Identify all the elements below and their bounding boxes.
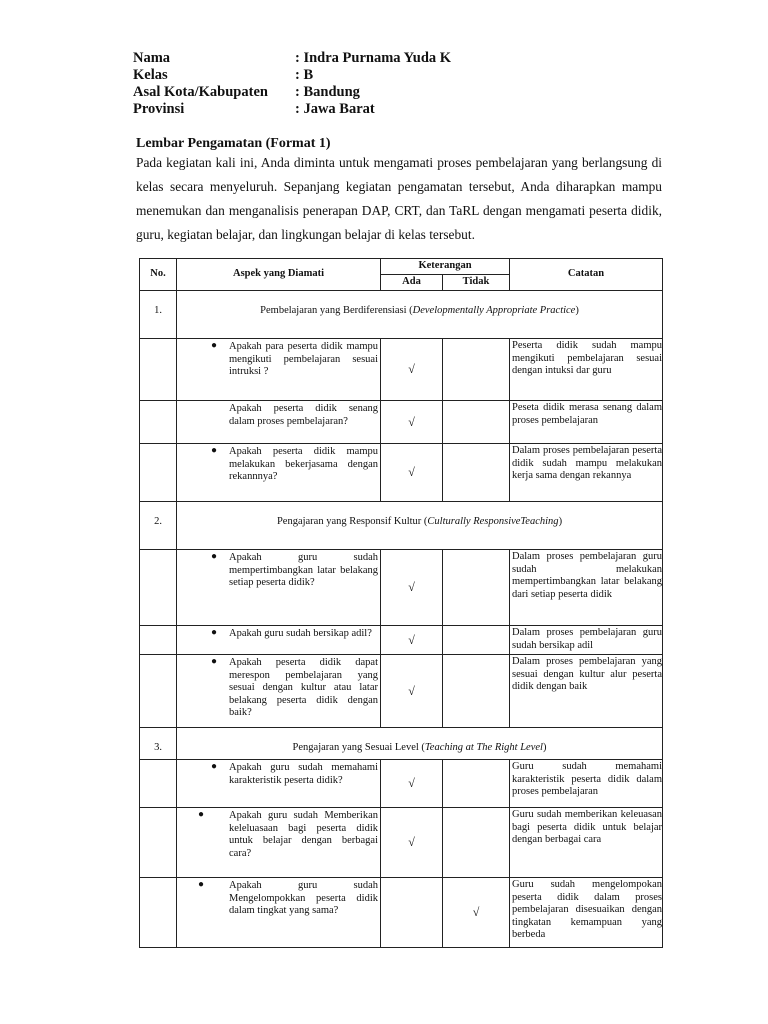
header-aspect: Aspek yang Diamati — [177, 259, 381, 291]
question-cell — [177, 655, 381, 728]
empty-number-cell — [140, 339, 177, 401]
header-keterangan: Keterangan — [381, 259, 510, 275]
ada-cell: √ — [381, 626, 443, 655]
bullet-icon: ● — [211, 656, 218, 667]
question-text: Apakah guru sudah Memberikan keleluasaan bagi peserta didik untuk belajar dengan berbagai cara? — [229, 810, 378, 859]
section-title: Lembar Pengamatan (Format 1) — [136, 136, 331, 151]
section-row — [140, 728, 663, 760]
question-row — [140, 626, 663, 655]
empty-number-cell — [140, 626, 177, 655]
question-text: Apakah peserta didik mampu melakukan bekerjasama dengan rekannnya? — [229, 446, 378, 482]
section-title-text: Pengajaran yang Responsif Kultur ( — [276, 516, 428, 527]
identity-row-name — [133, 50, 451, 67]
note-cell: Dalam proses pembelajaran peserta didik sudah mampu melakukan kerja sama dengan rekannya — [510, 444, 663, 502]
tidak-cell — [443, 339, 510, 401]
tidak-cell — [443, 808, 510, 878]
section-row — [140, 291, 663, 339]
note-cell: Guru sudah memahami karakteristik peserta didik dalam proses pembelajaran — [510, 760, 663, 808]
question-cell — [177, 808, 381, 878]
bullet-icon: ● — [211, 340, 218, 351]
question-row — [140, 808, 663, 878]
question-cell — [177, 878, 381, 948]
question-text: Apakah peserta didik dapat merespon pembelajaran yang sesuai dengan kultur atau latar belakang peserta didik dengan baik? — [229, 657, 378, 718]
header-tidak: Tidak — [443, 275, 510, 291]
question-row — [140, 401, 663, 444]
question-cell — [177, 339, 381, 401]
identity-value: : Bandung — [295, 84, 360, 100]
identity-label: Provinsi — [133, 101, 185, 117]
identity-label: Nama — [133, 50, 171, 66]
question-row — [140, 760, 663, 808]
empty-number-cell — [140, 878, 177, 948]
section-title-italic: Teaching at The Right Level — [424, 742, 543, 753]
question-text: Apakah guru sudah bersikap adil? — [229, 628, 372, 639]
section-number: 3. — [140, 728, 177, 760]
ada-cell — [381, 878, 443, 948]
ada-cell: √ — [381, 339, 443, 401]
header-catatan: Catatan — [510, 259, 663, 291]
bullet-icon: ● — [198, 809, 205, 820]
question-text: Apakah guru sudah mempertimbangkan latar belakang setiap peserta didik? — [229, 552, 378, 588]
note-cell: Guru sudah mengelompokan peserta didik dalam proses pembelajaran disesuaikan dengan tingkatan kemampuan yang berbeda — [510, 878, 663, 948]
note-cell: Dalam proses pembelajaran guru sudah melakukan mempertimbangkan latar belakang dari setiap peserta didik — [510, 550, 663, 626]
question-cell — [177, 401, 381, 444]
empty-number-cell — [140, 760, 177, 808]
section-title-italic: Culturally ResponsiveTeaching — [427, 516, 559, 527]
question-row — [140, 339, 663, 401]
note-cell: Dalam proses pembelajaran yang sesuai dengan kultur alur peserta didik dengan baik — [510, 655, 663, 728]
empty-number-cell — [140, 808, 177, 878]
observation-table — [139, 258, 663, 948]
ada-cell: √ — [381, 550, 443, 626]
section-title-cell — [177, 502, 663, 550]
question-text: Apakah para peserta didik mampu mengikuti pembelajaran sesuai intruksi ? — [229, 341, 378, 377]
ada-cell: √ — [381, 760, 443, 808]
section-title-text: Pembelajaran yang Berdiferensiasi ( — [260, 305, 413, 316]
ada-cell: √ — [381, 808, 443, 878]
identity-row-class — [133, 67, 451, 84]
question-text: Apakah guru sudah memahami karakteristik peserta didik? — [229, 762, 378, 786]
identity-value: : Indra Purnama Yuda K — [295, 50, 452, 66]
tidak-cell — [443, 550, 510, 626]
question-row — [140, 550, 663, 626]
ada-cell: √ — [381, 401, 443, 444]
bullet-icon: ● — [211, 627, 218, 638]
question-row — [140, 878, 663, 948]
section-number: 1. — [140, 291, 177, 339]
identity-value: : B — [295, 67, 314, 83]
section-title-close: ) — [542, 742, 547, 753]
note-cell: Dalam proses pembelajaran guru sudah bersikap adil — [510, 626, 663, 655]
section-title-italic: Developmentally Appropriate Practice — [412, 305, 576, 316]
note-cell: Guru sudah memberikan keleuasan bagi peserta didik untuk belajar dengan berbagai cara — [510, 808, 663, 878]
section-row — [140, 502, 663, 550]
section-title-text: Pengajaran yang Sesuai Level ( — [292, 742, 425, 753]
ada-cell: √ — [381, 444, 443, 502]
bullet-icon: ● — [211, 445, 218, 456]
empty-number-cell — [140, 401, 177, 444]
section-title-cell — [177, 728, 663, 760]
tidak-cell — [443, 760, 510, 808]
question-cell — [177, 444, 381, 502]
tidak-cell — [443, 626, 510, 655]
identity-label: Asal Kota/Kabupaten — [133, 84, 268, 100]
tidak-cell — [443, 655, 510, 728]
question-cell — [177, 550, 381, 626]
section-title-close: ) — [558, 516, 563, 527]
question-row — [140, 655, 663, 728]
section-title-close: ) — [575, 305, 579, 316]
bullet-icon: ● — [198, 879, 205, 890]
section-number: 2. — [140, 502, 177, 550]
note-cell: Peseta didik merasa senang dalam proses pembelajaran — [510, 401, 663, 444]
tidak-cell — [443, 401, 510, 444]
question-row — [140, 444, 663, 502]
question-cell — [177, 760, 381, 808]
bullet-icon: ● — [211, 551, 218, 562]
note-cell: Peserta didik sudah mampu mengikuti pembelajaran sesuai dengan intuksi dar guru — [510, 339, 663, 401]
empty-number-cell — [140, 444, 177, 502]
section-title-cell — [177, 291, 663, 339]
identity-row-city — [133, 84, 451, 101]
table-body — [140, 291, 663, 948]
identity-row-province — [133, 101, 451, 118]
identity-label: Kelas — [133, 67, 168, 83]
identity-value: : Jawa Barat — [295, 101, 375, 117]
ada-cell: √ — [381, 655, 443, 728]
question-text: Apakah guru sudah Mengelompokkan peserta didik dalam tingkat yang sama? — [229, 880, 378, 916]
question-text: Apakah peserta didik senang dalam proses pembelajaran? — [229, 403, 378, 427]
header-no: No. — [140, 259, 177, 291]
empty-number-cell — [140, 655, 177, 728]
tidak-cell: √ — [443, 878, 510, 948]
intro-paragraph: Pada kegiatan kali ini, Anda diminta untuk mengamati proses pembelajaran yang berlangsung di kelas secara menyeluruh. Sepanjang kegiatan pengamatan tersebut, Anda diharapkan mampu menemukan dan menganalisis penerapan DAP, CRT, dan TaRL dengan mengamati peserta didik, guru, kegiatan belajar, dan lingkungan belajar di kelas tersebut. — [136, 155, 662, 242]
identity-block — [133, 50, 451, 118]
bullet-icon: ● — [211, 761, 218, 772]
empty-number-cell — [140, 550, 177, 626]
tidak-cell — [443, 444, 510, 502]
question-cell — [177, 626, 381, 655]
header-ada: Ada — [381, 275, 443, 291]
